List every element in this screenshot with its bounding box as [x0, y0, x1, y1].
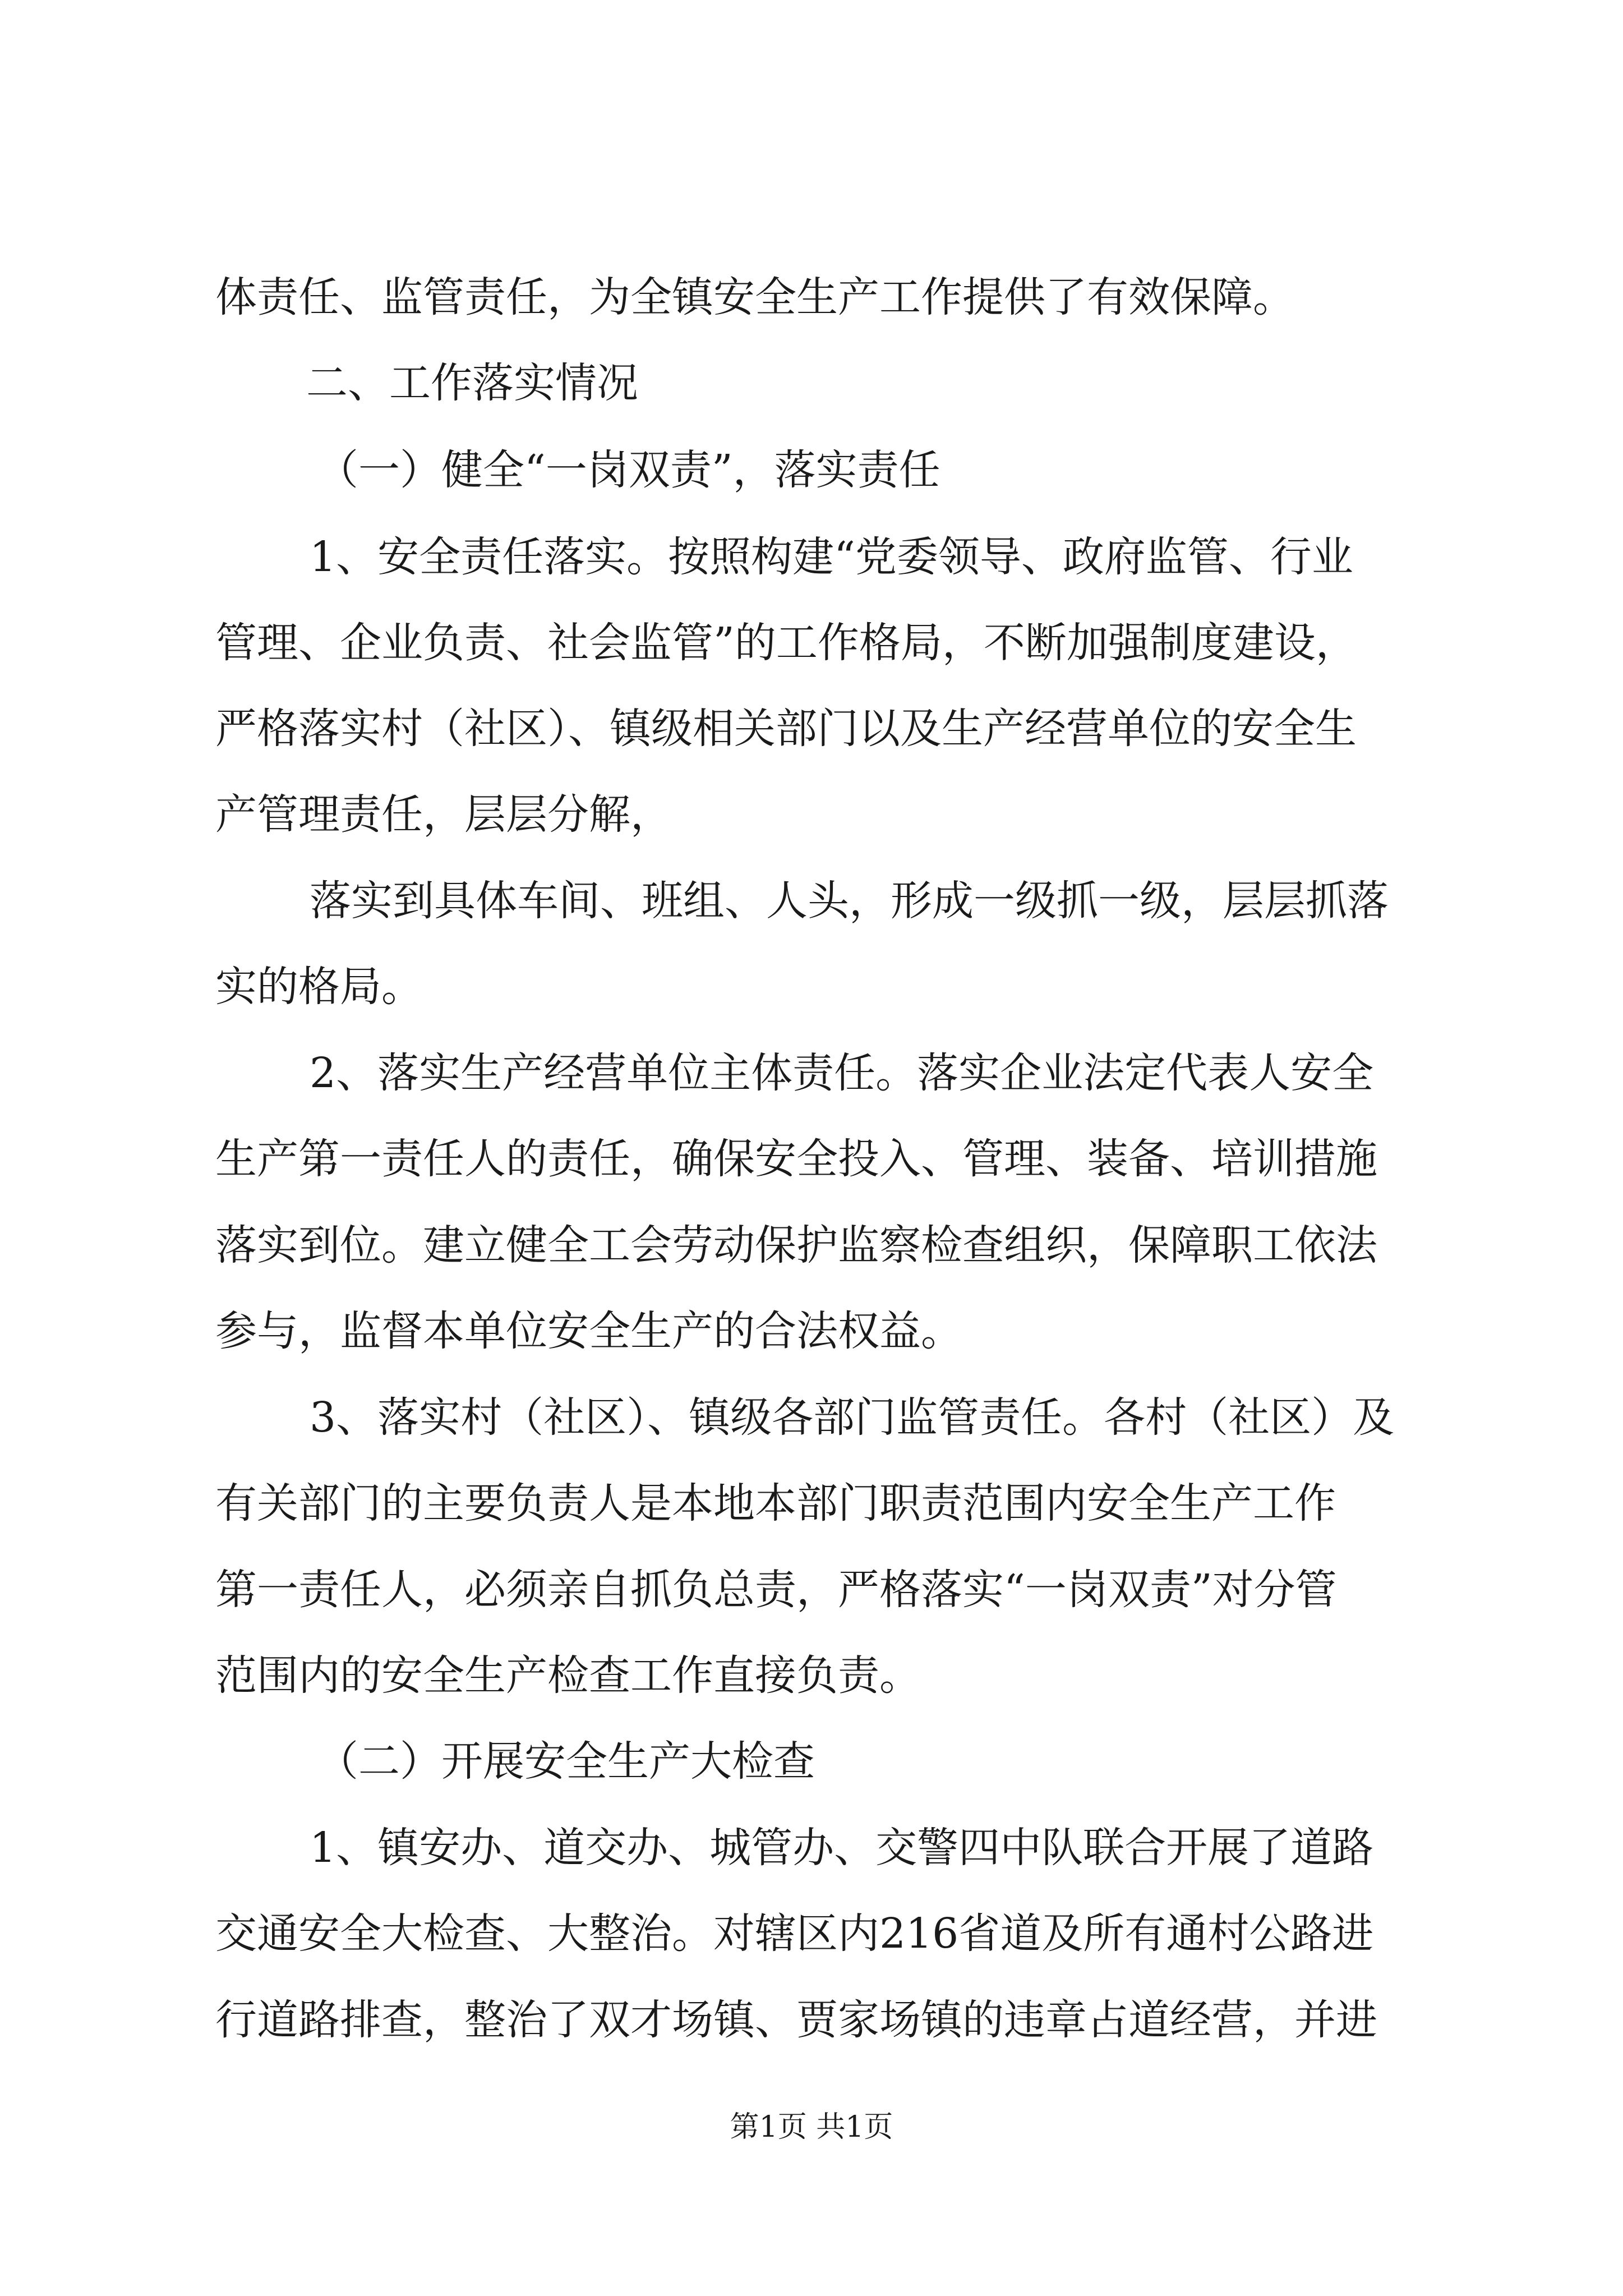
- text-line: 体责任、监管责任，为全镇安全生产工作提供了有效保障。: [215, 273, 1294, 321]
- text-line: 产管理责任，层层分解，: [215, 790, 672, 839]
- text-line: 1、安全责任落实。按照构建“党委领导、政府监管、行业: [310, 533, 1353, 581]
- text-line: 参与，监督本单位安全生产的合法权益。: [215, 1307, 962, 1355]
- page-number-footer: 第1页 共1页: [730, 2110, 893, 2144]
- text-line: 落实到具体车间、班组、人头，形成一级抓一级，层层抓落: [310, 877, 1389, 925]
- text-line: 严格落实村（社区）、镇级相关部门以及生产经营单位的安全生: [215, 705, 1357, 753]
- text-line: 落实到位。建立健全工会劳动保护监察检查组织，保障职工依法: [215, 1221, 1377, 1269]
- text-line: 交通安全大检查、大整治。对辖区内216省道及所有通村公路进: [215, 1910, 1374, 1958]
- text-line: 第一责任人，必须亲自抓负总责，严格落实“一岗双责”对分管: [215, 1566, 1337, 1614]
- text-line: 有关部门的主要负责人是本地本部门职责范围内安全生产工作: [215, 1479, 1336, 1527]
- text-line: 1、镇安办、道交办、城管办、交警四中队联合开展了道路: [310, 1824, 1374, 1872]
- text-line: 2、落实生产经营单位主体责任。落实企业法定代表人安全: [310, 1049, 1374, 1097]
- subsection-heading: （二）开展安全生产大检查: [317, 1737, 815, 1786]
- text-line: 行道路排查，整治了双才场镇、贾家场镇的违章占道经营，并进: [215, 1996, 1377, 2044]
- text-line: 3、落实村（社区）、镇级各部门监管责任。各村（社区）及: [310, 1393, 1395, 1442]
- subsection-heading: （一）健全“一岗双责”，落实责任: [317, 446, 940, 494]
- section-heading: 二、工作落实情况: [306, 359, 638, 407]
- text-line: 生产第一责任人的责任，确保安全投入、管理、装备、培训措施: [215, 1135, 1377, 1183]
- text-line: 实的格局。: [215, 963, 423, 1011]
- text-line: 管理、企业负责、社会监管”的工作格局，不断加强制度建设，: [215, 619, 1357, 667]
- text-line: 范围内的安全生产检查工作直接负责。: [215, 1651, 921, 1700]
